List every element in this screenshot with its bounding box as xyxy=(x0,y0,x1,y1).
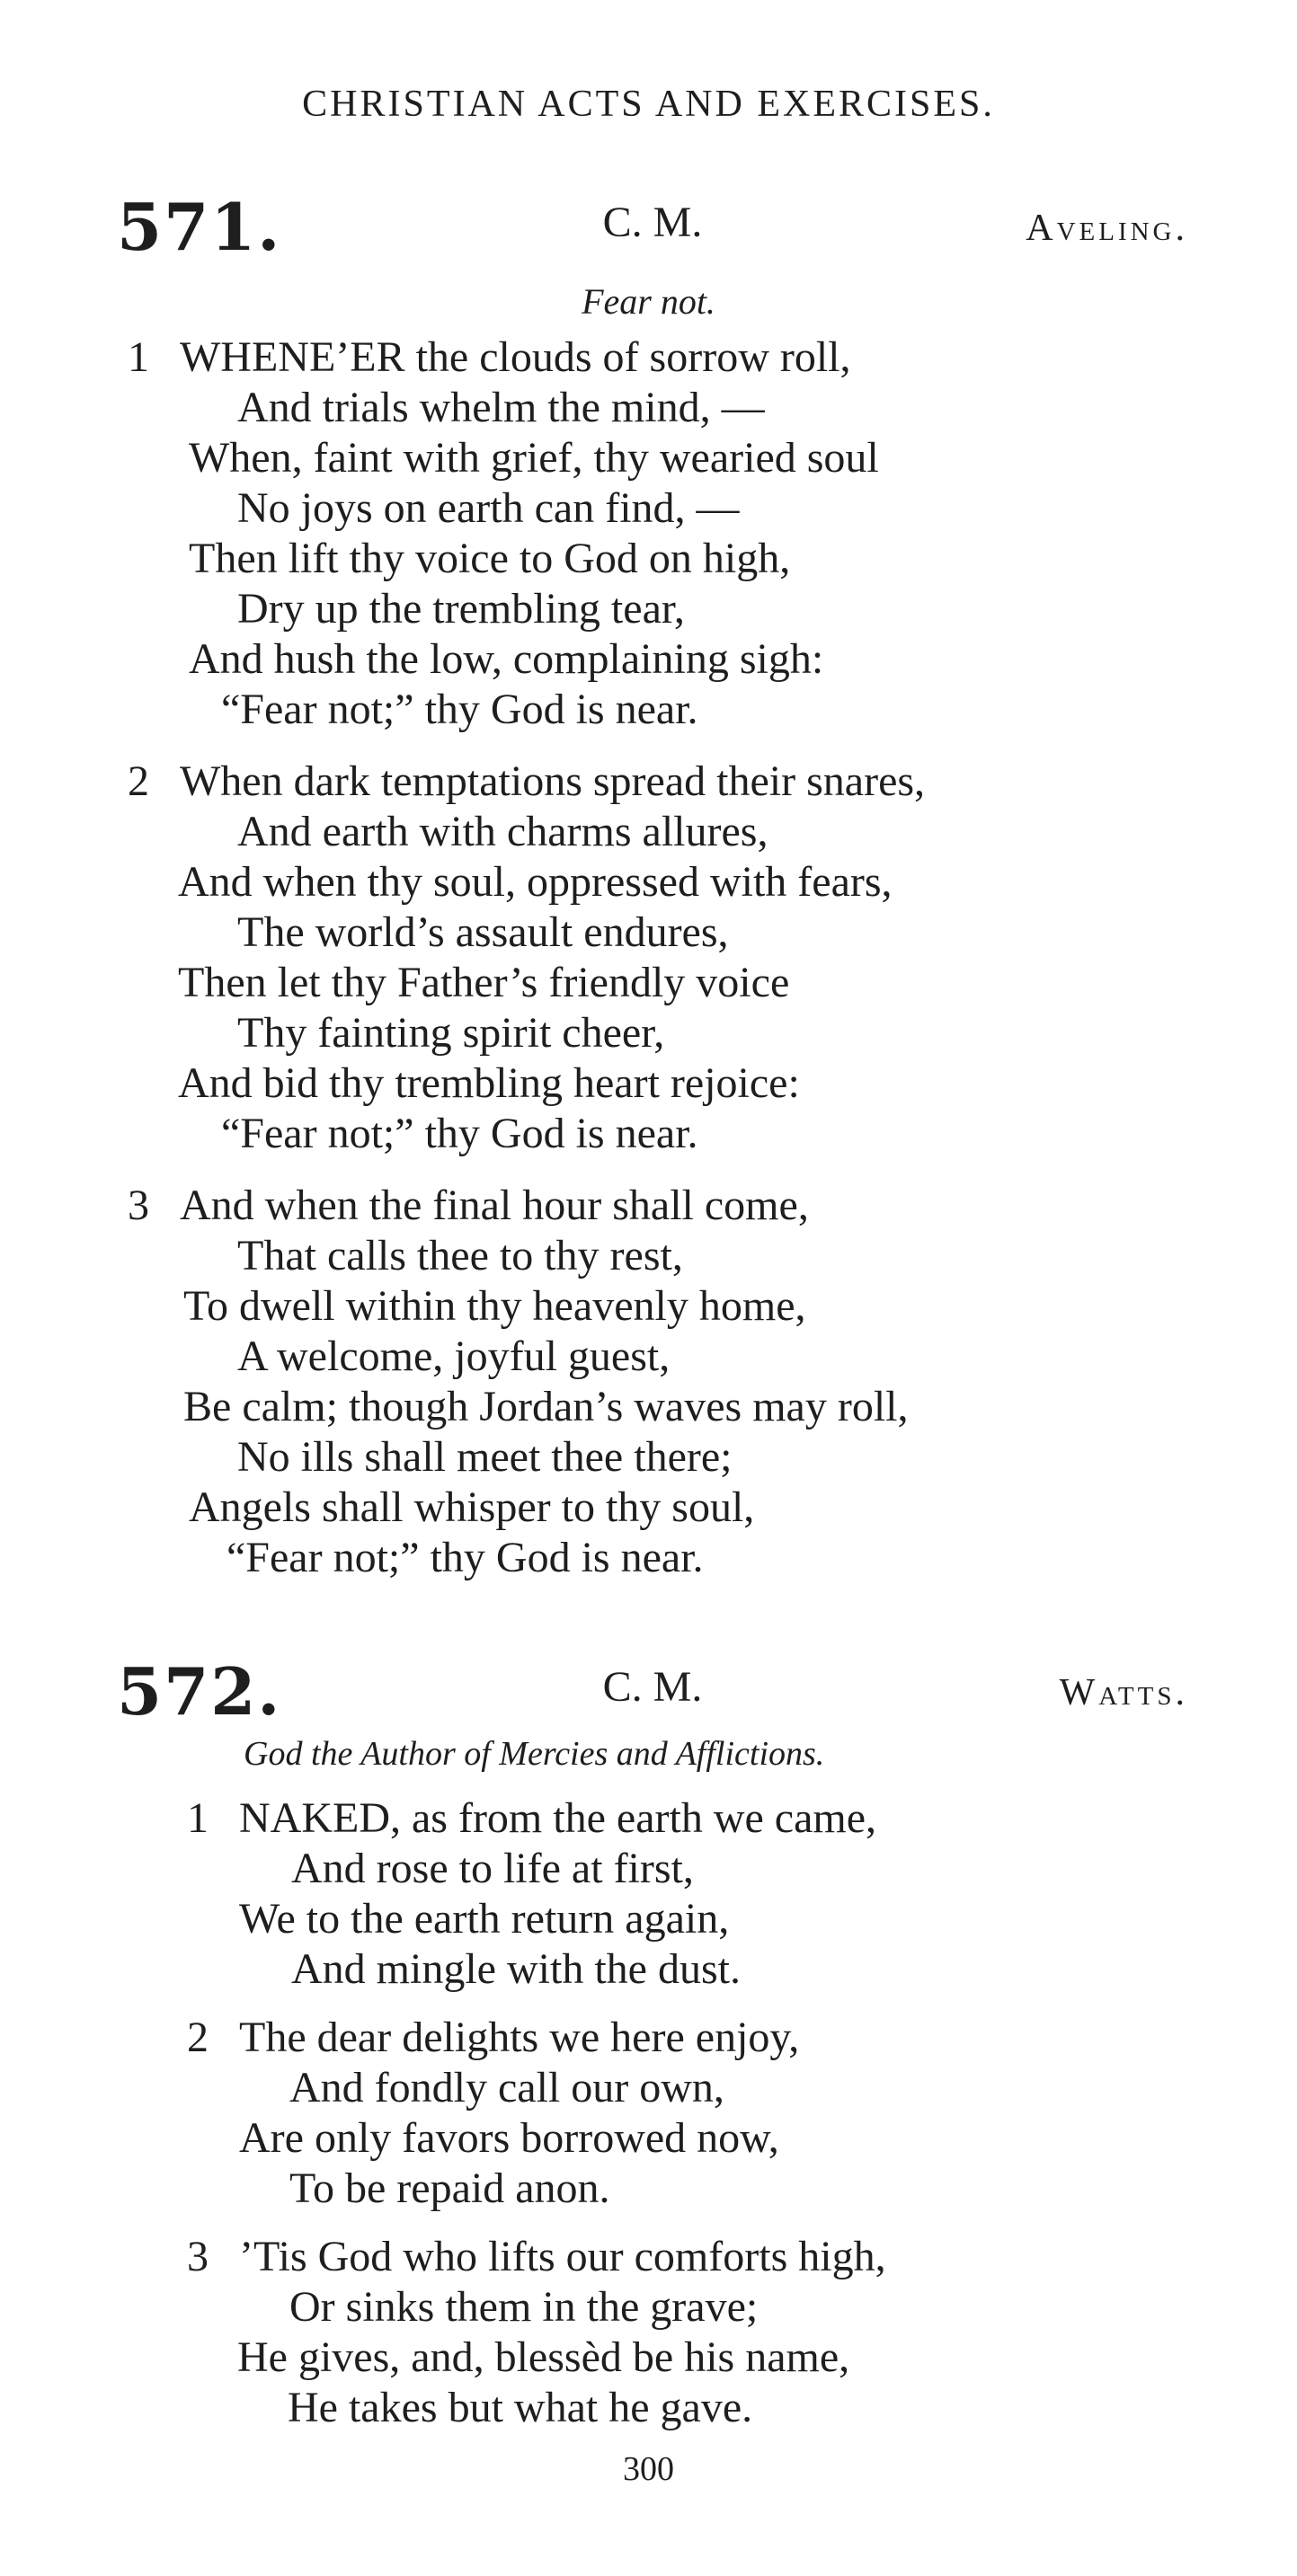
verse-first-line xyxy=(187,2013,799,2063)
verse-line: No ills shall meet thee there; xyxy=(237,1433,733,1481)
verse-line: Or sinks them in the grave; xyxy=(289,2283,759,2331)
verse-line: Thy fainting spirit cheer, xyxy=(237,1009,665,1057)
verse-number: 2 xyxy=(128,757,149,805)
verse-line: When, faint with grief, thy wearied soul xyxy=(189,434,879,482)
verse-line: He takes but what he gave. xyxy=(288,2384,753,2431)
hymn-subtitle: Fear not. xyxy=(582,281,715,322)
hymn-number: 572. xyxy=(117,1653,282,1730)
verse-line: Then let thy Father’s friendly voice xyxy=(178,959,790,1006)
hymn-meter: C. M. xyxy=(602,1663,703,1711)
hymn-571-header xyxy=(117,189,1188,265)
verse-line: And hush the low, complaining sigh: xyxy=(189,635,824,683)
verse-line: No joys on earth can find, — xyxy=(237,484,740,532)
verse-line: And earth with charms allures, xyxy=(237,808,768,855)
verse-first-line xyxy=(128,757,925,807)
verse-line: Dry up the trembling tear, xyxy=(237,585,685,633)
verse-line: And bid thy trembling heart rejoice: xyxy=(178,1059,800,1107)
verse-line: To be repaid anon. xyxy=(289,2164,610,2212)
verse-text: The dear delights we here enjoy, xyxy=(239,2014,800,2061)
verse-first-line xyxy=(128,332,851,383)
verse-line: The world’s assault endures, xyxy=(237,908,729,956)
verse-first-line xyxy=(187,2232,886,2282)
verse-number: 1 xyxy=(187,1794,209,1842)
verse-line: “Fear not;” thy God is near. xyxy=(221,686,698,733)
hymn-subtitle: God the Author of Mercies and Afflictions. xyxy=(244,1735,825,1773)
verse-line: And trials whelm the mind, — xyxy=(237,384,765,431)
verse-line: Are only favors borrowed now, xyxy=(239,2114,779,2162)
verse-text: NAKED, as from the earth we came, xyxy=(239,1794,877,1842)
verse-first-line xyxy=(187,1793,876,1844)
verse-number: 3 xyxy=(128,1182,149,1229)
hymn-author: Watts. xyxy=(1059,1672,1188,1713)
hymn-572-header xyxy=(117,1653,1188,1730)
verse-text: WHENE’ER the clouds of sorrow roll, xyxy=(180,333,851,381)
verse-line: Then lift thy voice to God on high, xyxy=(189,535,791,582)
verse-number: 1 xyxy=(128,333,149,381)
verse-text: ’Tis God who lifts our comforts high, xyxy=(239,2233,886,2280)
verse-line: And when thy soul, oppressed with fears, xyxy=(178,858,893,906)
page-number: 300 xyxy=(623,2450,674,2488)
verse-line: That calls thee to thy rest, xyxy=(237,1232,683,1279)
hymn-author: Aveling. xyxy=(1026,208,1188,249)
verse-line: “Fear not;” thy God is near. xyxy=(227,1534,704,1581)
verse-line: Be calm; though Jordan’s waves may roll, xyxy=(183,1383,909,1430)
verse-line: Angels shall whisper to thy soul, xyxy=(189,1483,755,1531)
verse-line: And mingle with the dust. xyxy=(291,1945,741,1993)
verse-line: And fondly call our own, xyxy=(289,2064,724,2111)
verse-text: And when the final hour shall come, xyxy=(180,1182,809,1229)
running-head: CHRISTIAN ACTS AND EXERCISES. xyxy=(302,84,995,125)
verse-line: To dwell within thy heavenly home, xyxy=(183,1282,806,1330)
verse-number: 2 xyxy=(187,2014,209,2061)
verse-line: He gives, and, blessèd be his name, xyxy=(237,2333,850,2381)
verse-line: And rose to life at first, xyxy=(291,1845,694,1892)
verse-first-line xyxy=(128,1181,809,1231)
hymn-number: 571. xyxy=(117,189,282,265)
verse-line: We to the earth return again, xyxy=(239,1895,730,1943)
verse-line: A welcome, joyful guest, xyxy=(237,1332,671,1380)
verse-line: “Fear not;” thy God is near. xyxy=(221,1110,698,1157)
hymn-meter: C. M. xyxy=(602,199,703,246)
verse-number: 3 xyxy=(187,2233,209,2280)
verse-text: When dark temptations spread their snares, xyxy=(180,757,926,805)
